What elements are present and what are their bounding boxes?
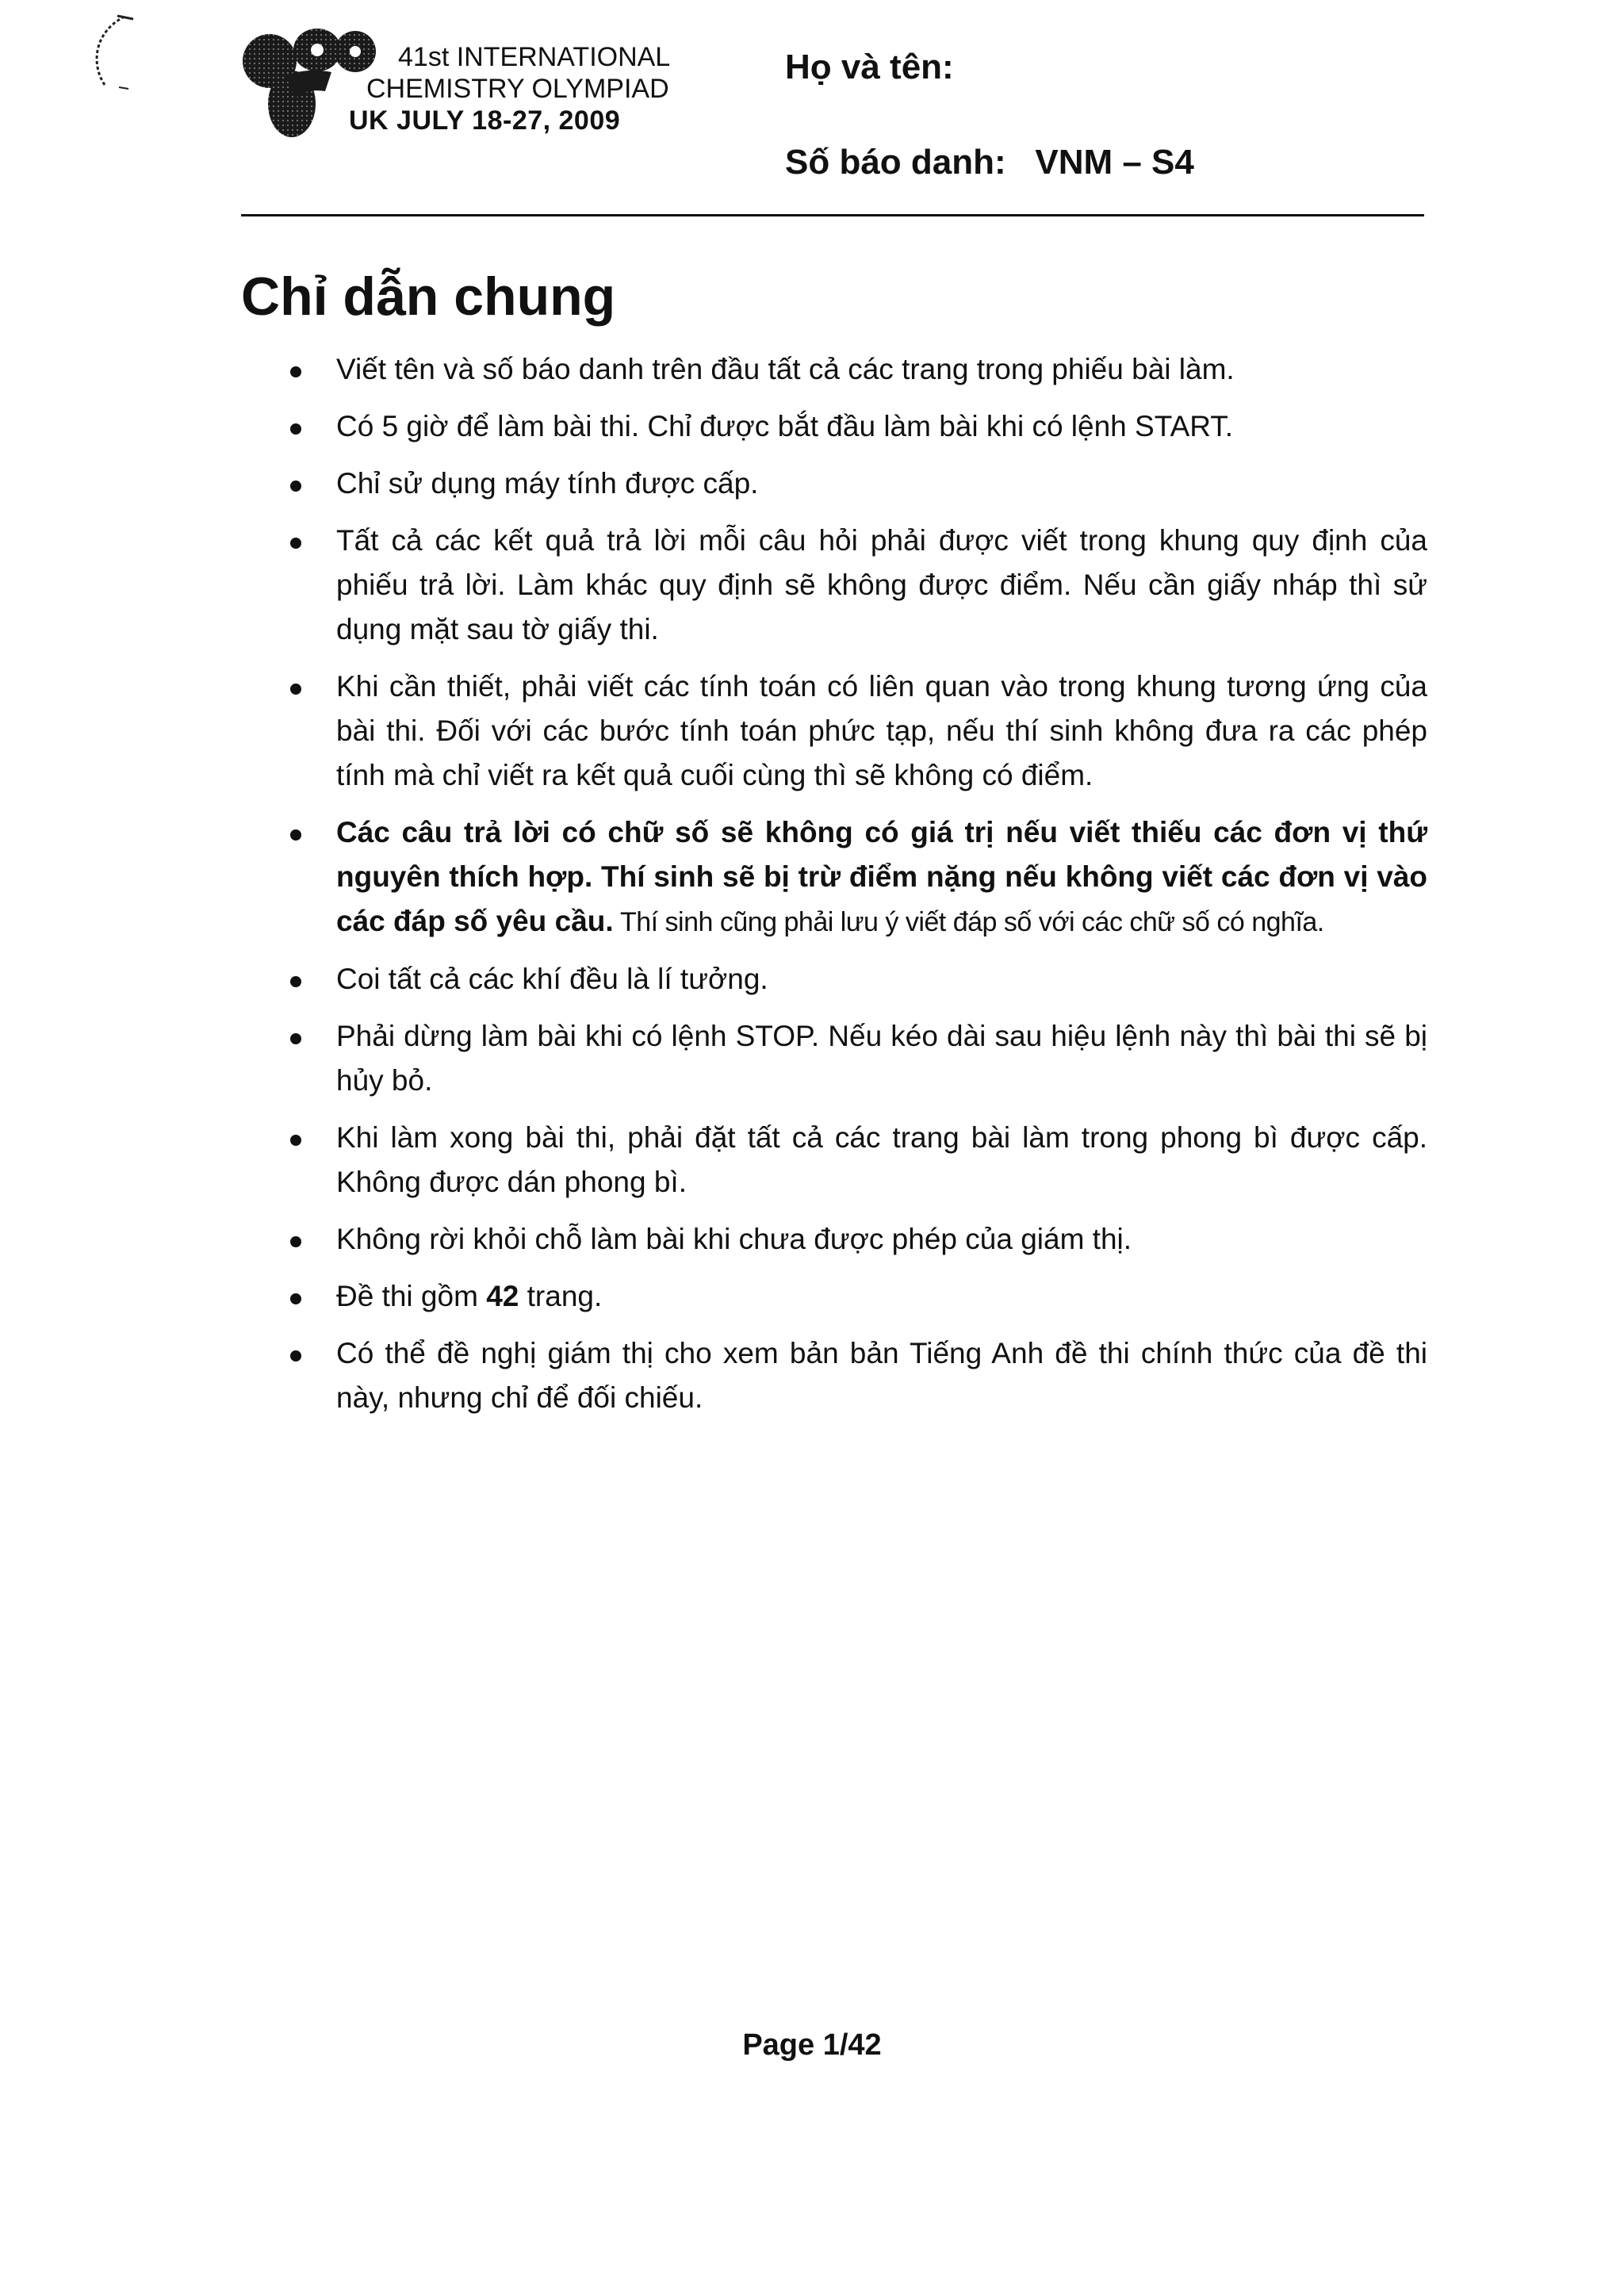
instruction-bold-text: Các câu trả lời có chữ số sẽ không có giá trị nếu viết thiếu các đơn vị thứ nguyên thích hợp. Thí sinh sẽ bị trừ điểm nặng nếu không viết các đơn vị vào các đáp số yêu cầu. [336, 816, 1427, 937]
bullet-icon [290, 684, 301, 695]
bullet-icon [290, 538, 301, 549]
instruction-item: Phải dừng làm bài khi có lệnh STOP. Nếu kéo dài sau hiệu lệnh này thì bài thi sẽ bị hủy bỏ. [285, 1014, 1427, 1103]
section-title: Chỉ dẫn chung [241, 266, 616, 327]
bullet-icon [290, 481, 301, 492]
page-count: 42 [486, 1280, 519, 1312]
bullet-icon [290, 1293, 301, 1304]
candidate-id-row [785, 143, 1194, 182]
bullet-icon [290, 829, 301, 841]
bullet-icon [290, 1135, 301, 1146]
bullet-icon [290, 1033, 301, 1044]
corner-mark-icon [87, 10, 143, 97]
bullet-icon [290, 1236, 301, 1247]
instruction-item: Chỉ sử dụng máy tính được cấp. [285, 462, 1427, 506]
page-number: Page 1/42 [742, 2028, 882, 2062]
instruction-item: Có 5 giờ để làm bài thi. Chỉ được bắt đầu làm bài khi có lệnh START. [285, 404, 1427, 449]
header-divider [241, 214, 1424, 216]
olympiad-line3: UK JULY 18-27, 2009 [349, 105, 621, 136]
instruction-item: Đề thi gồm 42 trang. [285, 1274, 1427, 1319]
instruction-item: Coi tất cả các khí đều là lí tưởng. [285, 957, 1427, 1002]
bullet-icon [290, 976, 301, 987]
candidate-id-value: VNM – S4 [1035, 143, 1194, 182]
instruction-item: Có thể đề nghị giám thị cho xem bản bản Tiếng Anh đề thi chính thức của đề thi này, nhưng chỉ để đối chiếu. [285, 1331, 1427, 1420]
instruction-item: Khi cần thiết, phải viết các tính toán có liên quan vào trong khung tương ứng của bài thi. Đối với các bước tính toán phức tạp, nếu thí sinh không đưa ra các phép tính mà chỉ viết ra kết quả cuối cùng thì sẽ không có điểm. [285, 664, 1427, 798]
bullet-icon [290, 423, 301, 435]
bullet-icon [290, 366, 301, 377]
instruction-item: Viết tên và số báo danh trên đầu tất cả các trang trong phiếu bài làm. [285, 347, 1427, 392]
olympiad-line2: CHEMISTRY OLYMPIAD [366, 74, 669, 104]
olympiad-info [349, 41, 670, 136]
candidate-name-label: Họ và tên: [785, 48, 954, 86]
instruction-item: Khi làm xong bài thi, phải đặt tất cả các trang bài làm trong phong bì được cấp. Không được dán phong bì. [285, 1116, 1427, 1205]
instruction-item: Không rời khỏi chỗ làm bài khi chưa được phép của giám thị. [285, 1217, 1427, 1262]
candidate-id-label: Số báo danh: [785, 143, 1006, 182]
instruction-item [285, 810, 1427, 944]
bullet-icon [290, 1350, 301, 1362]
instruction-note-text: Thí sinh cũng phải lưu ý viết đáp số với các chữ số có nghĩa. [613, 907, 1324, 937]
instruction-list [285, 347, 1427, 1433]
olympiad-line1: 41st INTERNATIONAL [398, 42, 671, 72]
instruction-item: Tất cả các kết quả trả lời mỗi câu hỏi phải được viết trong khung quy định của phiếu trả lời. Làm khác quy định sẽ không được điểm. Nếu cần giấy nháp thì sử dụng mặt sau tờ giấy thi. [285, 519, 1427, 652]
